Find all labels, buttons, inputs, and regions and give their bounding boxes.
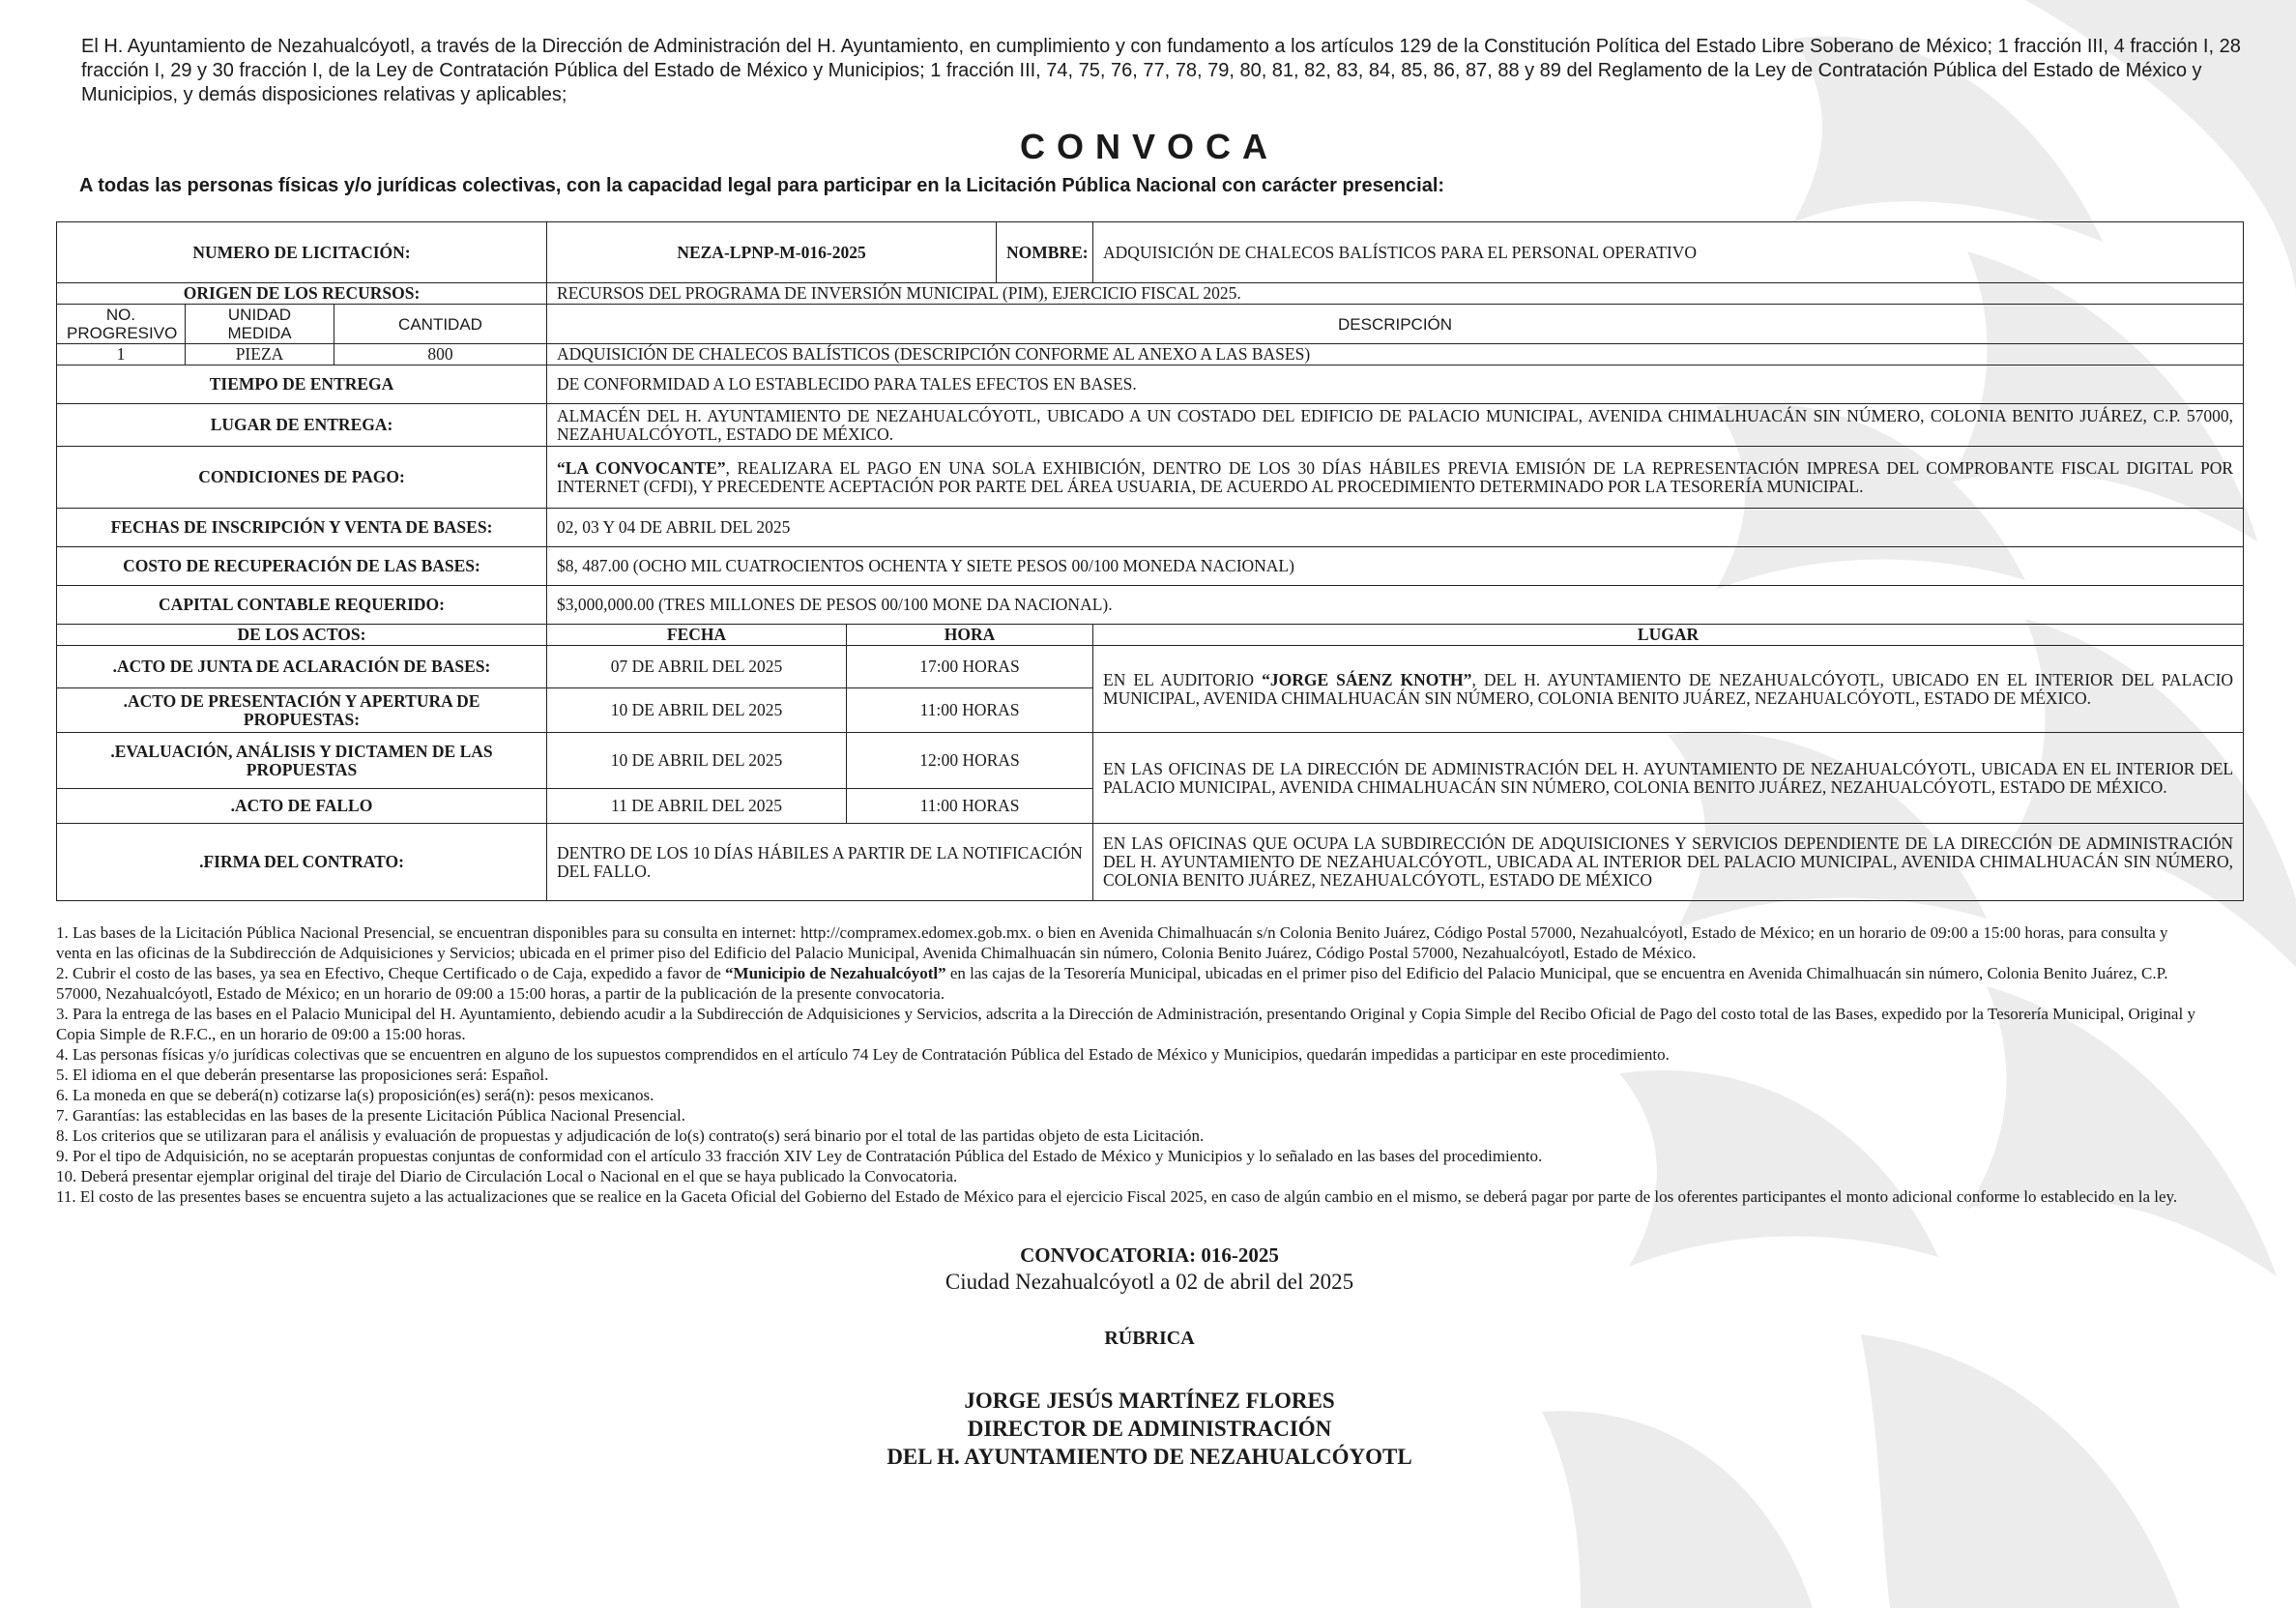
list-item bbox=[56, 1186, 2204, 1207]
signatory-title: DIRECTOR DE ADMINISTRACIÓN bbox=[967, 1417, 1332, 1441]
col-descripcion-header: DESCRIPCIÓN bbox=[547, 305, 2244, 344]
act-lugar-auditorio bbox=[1093, 646, 2244, 733]
table-row bbox=[57, 365, 2244, 404]
convocatoria-number: CONVOCATORIA: 016-2025 bbox=[1020, 1243, 1279, 1267]
act-fecha: 10 DE ABRIL DEL 2025 bbox=[547, 733, 847, 789]
signatory-name: JORGE JESÚS MARTÍNEZ FLORES bbox=[964, 1389, 1335, 1413]
pago-text: , REALIZARA EL PAGO EN UNA SOLA EXHIBICIÓN, DENTRO DE LOS 30 DÍAS HÁBILES PREVIA EMISIÓN DE LA REPRESENTACIÓN IMPRESA DEL COMPROBANTE FISCAL DIGITAL POR INTERNET (CFDI), Y PRECEDENTE ACEPTACIÓN POR PARTE DEL ÁREA USUARIA, DE ACUERDO AL PROCEDIMIENTO DETERMINADO POR LA TESORERÍA MUNICIPAL. bbox=[557, 457, 2234, 496]
note-text: 10. Deberá presentar ejemplar original del tiraje del Diario de Circulación Local o Nacional en el que se haya publicado la Convocatoria. bbox=[56, 1167, 958, 1185]
origen-value: RECURSOS DEL PROGRAMA DE INVERSIÓN MUNICIPAL (PIM), EJERCICIO FISCAL 2025. bbox=[547, 283, 2244, 305]
actos-header: DE LOS ACTOS: bbox=[57, 625, 547, 646]
act-lugar-oficinas: EN LAS OFICINAS DE LA DIRECCIÓN DE ADMINISTRACIÓN DEL H. AYUNTAMIENTO DE NEZAHUALCÓYOTL, UBICADA EN EL INTERIOR DEL PALACIO MUNICIPAL, AVENIDA CHIMALHUACÁN SIN NÚMERO, COLONIA BENITO JUÁREZ, NEZAHUALCÓYOTL, ESTADO DE MÉXICO. bbox=[1093, 733, 2244, 824]
item-descripcion: ADQUISICIÓN DE CHALECOS BALÍSTICOS (DESCRIPCIÓN CONFORME AL ANEXO A LAS BASES) bbox=[547, 344, 2244, 365]
act-fecha: 10 DE ABRIL DEL 2025 bbox=[547, 688, 847, 733]
note-text: 6. La moneda en que se deberá(n) cotizarse la(s) proposición(es) será(n): pesos mexicanos. bbox=[56, 1086, 654, 1104]
item-cantidad: 800 bbox=[334, 344, 547, 365]
document-title: CONVOCA bbox=[1019, 127, 1279, 166]
act-fecha: 07 DE ABRIL DEL 2025 bbox=[547, 646, 847, 688]
fechas-label: FECHAS DE INSCRIPCIÓN Y VENTA DE BASES: bbox=[57, 509, 547, 547]
nombre-value: ADQUISICIÓN DE CHALECOS BALÍSTICOS PARA EL PERSONAL OPERATIVO bbox=[1093, 222, 2244, 283]
lugar-entrega-value: ALMACÉN DEL H. AYUNTAMIENTO DE NEZAHUALCÓYOTL, UBICADO A UN COSTADO DEL EDIFICIO DE PALACIO MUNICIPAL, AVENIDA CHIMALHUACÁN SIN NÚMERO, COLONIA BENITO JUÁREZ, C.P. 57000, NEZAHUALCÓYOTL, ESTADO DE MÉXICO. bbox=[547, 404, 2244, 447]
costo-value: $8, 487.00 (OCHO MIL CUATROCIENTOS OCHENTA Y SIETE PESOS 00/100 MONEDA NACIONAL) bbox=[547, 547, 2244, 586]
note-emphasis: “Municipio de Nezahualcóyotl” bbox=[725, 964, 946, 982]
act-name: .EVALUACIÓN, ANÁLISIS Y DICTAMEN DE LAS PROPUESTAS bbox=[57, 733, 547, 789]
col-lugar-header: LUGAR bbox=[1093, 625, 2244, 646]
act-lugar-subdireccion: EN LAS OFICINAS QUE OCUPA LA SUBDIRECCIÓN DE ADQUISICIONES Y SERVICIOS DEPENDIENTE DE LA DIRECCIÓN DE ADMINISTRACIÓN DEL H. AYUNTAMIENTO DE NEZAHUALCÓYOTL, UBICADA AL INTERIOR DEL PALACIO MUNICIPAL, AVENIDA CHIMALHUACÁN SIN NÚMERO, COLONIA BENITO JUÁREZ, NEZAHUALCÓYOTL, ESTADO DE MÉXICO bbox=[1093, 824, 2244, 901]
table-row bbox=[57, 283, 2244, 305]
table-row bbox=[57, 447, 2244, 509]
list-item bbox=[56, 1105, 2204, 1126]
nombre-label: NOMBRE: bbox=[997, 222, 1093, 283]
document-page bbox=[56, 35, 2243, 1471]
fechas-value: 02, 03 Y 04 DE ABRIL DEL 2025 bbox=[547, 509, 2244, 547]
notes-list bbox=[56, 922, 2204, 1207]
col-progresivo-header: NO. PROGRESIVO bbox=[57, 305, 186, 344]
table-row bbox=[57, 733, 2244, 789]
note-text: 8. Los criterios que se utilizaran para el análisis y evaluación de propuestas y adjudicación de lo(s) contrato(s) será binario por el total de las partidas objeto de esta Licitación. bbox=[56, 1126, 1205, 1145]
place-date: Ciudad Nezahualcóyotl a 02 de abril del 2025 bbox=[945, 1270, 1354, 1294]
auditorio-name: “JORGE SÁENZ KNOTH” bbox=[1262, 669, 1472, 689]
list-item bbox=[56, 1085, 2204, 1105]
note-text: 5. El idioma en el que deberán presentarse las proposiciones será: Español. bbox=[56, 1066, 549, 1084]
tender-table bbox=[56, 221, 2244, 901]
act-fecha: DENTRO DE LOS 10 DÍAS HÁBILES A PARTIR DE LA NOTIFICACIÓN DEL FALLO. bbox=[547, 824, 1093, 901]
lugar-entrega-label: LUGAR DE ENTREGA: bbox=[57, 404, 547, 447]
act-fecha: 11 DE ABRIL DEL 2025 bbox=[547, 789, 847, 824]
col-cantidad-header: CANTIDAD bbox=[334, 305, 547, 344]
tiempo-label: TIEMPO DE ENTREGA bbox=[57, 365, 547, 404]
capital-value: $3,000,000.00 (TRES MILLONES DE PESOS 00/100 MONE DA NACIONAL). bbox=[547, 586, 2244, 625]
col-unidad-header: UNIDAD MEDIDA bbox=[186, 305, 334, 344]
list-item bbox=[56, 1065, 2204, 1085]
table-row bbox=[57, 646, 2244, 688]
col-fecha-header: FECHA bbox=[547, 625, 847, 646]
act-name: .ACTO DE PRESENTACIÓN Y APERTURA DE PROPUESTAS: bbox=[57, 688, 547, 733]
lugar1-post: , DEL H. AYUNTAMIENTO DE NEZAHUALCÓYOTL, UBICADO EN EL INTERIOR DEL PALACIO MUNICIPAL, AVENIDA CHIMALHUACÁN SIN NÚMERO, COLONIA BENITO JUÁREZ, NEZAHUALCÓYOTL, ESTADO DE MÉXICO. bbox=[1103, 669, 2234, 708]
table-row bbox=[57, 305, 2244, 344]
table-row bbox=[57, 547, 2244, 586]
origen-label: ORIGEN DE LOS RECURSOS: bbox=[57, 283, 547, 305]
col-hora-header: HORA bbox=[847, 625, 1093, 646]
pago-value bbox=[547, 447, 2244, 509]
numero-value: NEZA-LPNP-M-016-2025 bbox=[547, 222, 997, 283]
list-item bbox=[56, 1126, 2204, 1146]
table-row bbox=[57, 404, 2244, 447]
note-text: 7. Garantías: las establecidas en las bases de la presente Licitación Pública Nacional Presencial. bbox=[56, 1106, 685, 1125]
act-hora: 12:00 HORAS bbox=[847, 733, 1093, 789]
lugar1-pre: EN EL AUDITORIO bbox=[1103, 669, 1263, 689]
list-item bbox=[56, 1004, 2204, 1044]
note-text: 4. Las personas físicas y/o jurídicas colectivas que se encuentren en alguno de los supuestos comprendidos en el artículo 74 Ley de Contratación Pública del Estado de México y Municipios, quedarán impedidas a participar en este procedimiento. bbox=[56, 1045, 1670, 1064]
table-row bbox=[57, 509, 2244, 547]
list-item bbox=[56, 963, 2204, 1004]
note-text: 2. Cubrir el costo de las bases, ya sea en Efectivo, Cheque Certificado o de Caja, expedido a favor de bbox=[56, 964, 726, 982]
signatory bbox=[56, 1387, 2243, 1471]
numero-label: NUMERO DE LICITACIÓN: bbox=[57, 222, 547, 283]
lead-text: A todas las personas físicas y/o jurídicas colectivas, con la capacidad legal para participar en la Licitación Pública Nacional con carácter presencial: bbox=[79, 175, 1445, 196]
table-row bbox=[57, 586, 2244, 625]
signature-block bbox=[56, 1243, 2243, 1471]
note-text: 9. Por el tipo de Adquisición, no se aceptarán propuestas conjuntas de conformidad con el artículo 33 fracción XIV Ley de Contratación Pública del Estado de México y Municipios y lo señalado en las bases del procedimiento. bbox=[56, 1147, 1543, 1165]
item-progresivo: 1 bbox=[57, 344, 186, 365]
costo-label: COSTO DE RECUPERACIÓN DE LAS BASES: bbox=[57, 547, 547, 586]
table-row bbox=[57, 222, 2244, 283]
act-name: .ACTO DE FALLO bbox=[57, 789, 547, 824]
signatory-org: DEL H. AYUNTAMIENTO DE NEZAHUALCÓYOTL bbox=[886, 1445, 1412, 1469]
note-text: 1. Las bases de la Licitación Pública Nacional Presencial, se encuentran disponibles para su consulta en internet: http://compramex.edomex.gob.mx. o bien en Avenida Chimalhuacán s/n Colonia Benito Juárez, Código Postal 57000, Nezahualcóyotl, Estado de México; en un horario de 09:00 a 15:00 horas, para consulta y venta en las oficinas de la Subdirección de Adquisiciones y Servicios; ubicada en el primer piso del Edificio del Palacio Municipal, Avenida Chimalhuacán sin número, Colonia Benito Juárez, Código Postal 57000, Nezahualcóyotl, Estado de México. bbox=[56, 923, 2168, 962]
rubrica-label: RÚBRICA bbox=[1104, 1328, 1195, 1349]
list-item bbox=[56, 1166, 2204, 1186]
convocante-emphasis: “LA CONVOCANTE” bbox=[557, 457, 726, 478]
pago-label: CONDICIONES DE PAGO: bbox=[57, 447, 547, 509]
act-name: .ACTO DE JUNTA DE ACLARACIÓN DE BASES: bbox=[57, 646, 547, 688]
intro-paragraph: El H. Ayuntamiento de Nezahualcóyotl, a través de la Dirección de Administración del H. Ayuntamiento, en cumplimiento y con fundamento a los artículos 129 de la Constitución Política del Estado Libre Soberano de México; 1 fracción III, 4 fracción I, 28 fracción I, 29 y 30 fracción I, de la Ley de Contratación Pública del Estado de México y Municipios; 1 fracción III, 74, 75, 76, 77, 78, 79, 80, 81, 82, 83, 84, 85, 86, 87, 88 y 89 del Reglamento de la Ley de Contratación Pública del Estado de México y Municipios, y demás disposiciones relativas y aplicables; bbox=[81, 36, 2241, 105]
list-item bbox=[56, 1044, 2204, 1065]
list-item bbox=[56, 922, 2204, 963]
act-hora: 17:00 HORAS bbox=[847, 646, 1093, 688]
note-text: en las cajas de la Tesorería Municipal, ubicadas en el primer piso del Edificio del Palacio Municipal, que se encuentra en Avenida Chimalhuacán sin número, Colonia Benito Juárez, C.P. 57000, Nezahualcóyotl, Estado de México; en un horario de 09:00 a 15:00 horas, a partir de la publicación de la presente convocatoria. bbox=[56, 964, 2168, 1003]
table-row bbox=[57, 344, 2244, 365]
act-hora: 11:00 HORAS bbox=[847, 688, 1093, 733]
table-row bbox=[57, 625, 2244, 646]
table-row bbox=[57, 824, 2244, 901]
act-hora: 11:00 HORAS bbox=[847, 789, 1093, 824]
act-name: .FIRMA DEL CONTRATO: bbox=[57, 824, 547, 901]
note-text: 11. El costo de las presentes bases se encuentra sujeto a las actualizaciones que se realice en la Gaceta Oficial del Gobierno del Estado de México para el ejercicio Fiscal 2025, en caso de algún cambio en el mismo, se deberá pagar por parte de los oferentes participantes el monto adicional conforme lo establecido en la ley. bbox=[56, 1187, 2178, 1206]
note-text: 3. Para la entrega de las bases en el Palacio Municipal del H. Ayuntamiento, debiendo acudir a la Subdirección de Adquisiciones y Servicios, adscrita a la Dirección de Administración, presentando Original y Copia Simple del Recibo Oficial de Pago del costo total de las Bases, expedido por la Tesorería Municipal, Original y Copia Simple de R.F.C., en un horario de 09:00 a 15:00 horas. bbox=[56, 1005, 2195, 1043]
capital-label: CAPITAL CONTABLE REQUERIDO: bbox=[57, 586, 547, 625]
list-item bbox=[56, 1146, 2204, 1166]
item-unidad: PIEZA bbox=[186, 344, 334, 365]
tiempo-value: DE CONFORMIDAD A LO ESTABLECIDO PARA TALES EFECTOS EN BASES. bbox=[547, 365, 2244, 404]
